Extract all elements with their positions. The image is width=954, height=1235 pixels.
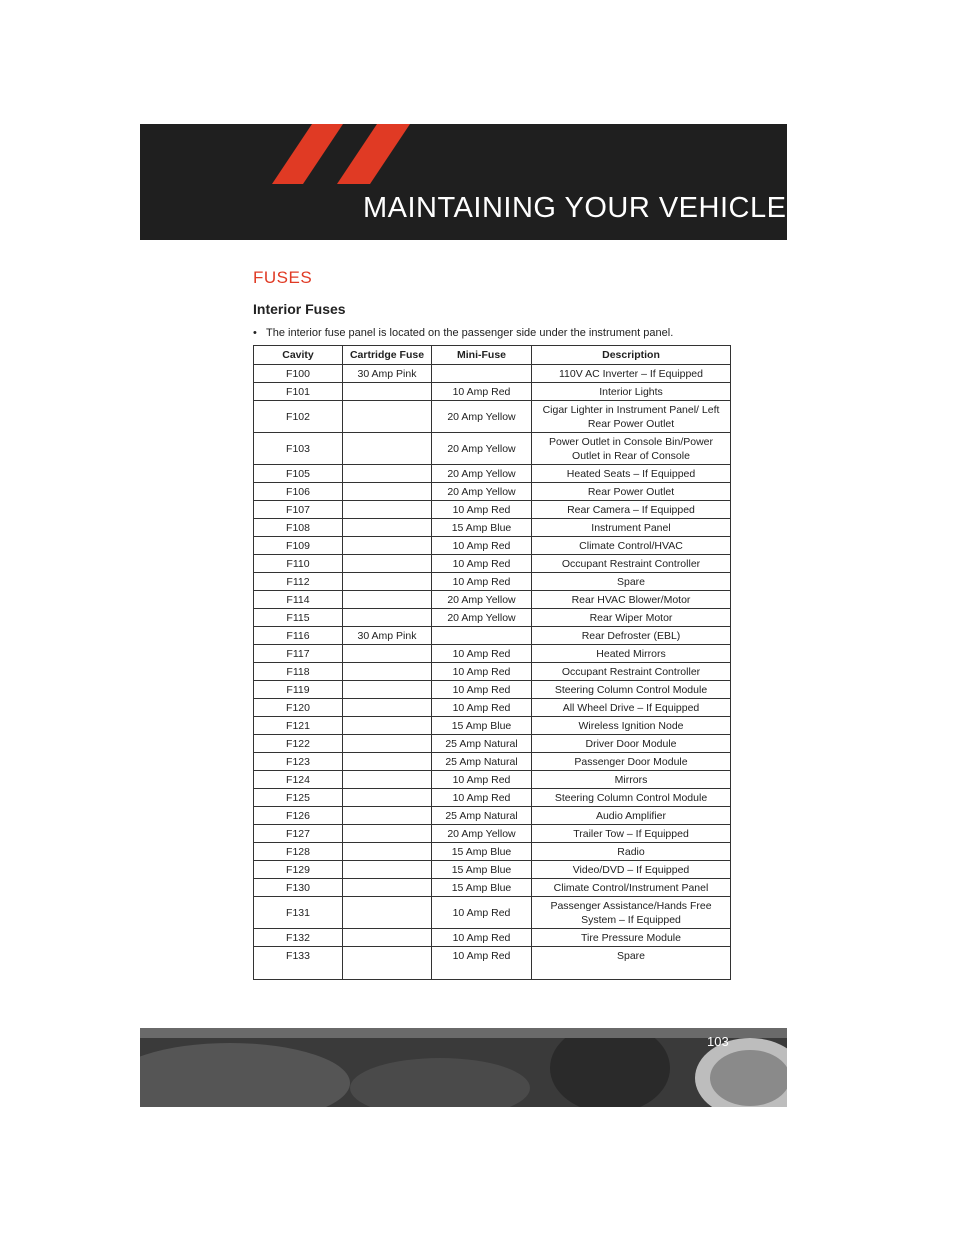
- mini-fuse-cell: 20 Amp Yellow: [432, 825, 532, 843]
- mini-fuse-cell: 15 Amp Blue: [432, 519, 532, 537]
- table-row: [254, 717, 731, 735]
- cartridge-fuse-cell: [343, 555, 432, 573]
- mini-fuse-cell: 20 Amp Yellow: [432, 609, 532, 627]
- description-cell: Rear Camera – If Equipped: [532, 501, 731, 519]
- cavity-cell: F130: [254, 879, 343, 897]
- description-cell: Heated Mirrors: [532, 645, 731, 663]
- bullet-text: The interior fuse panel is located on the passenger side under the instrument panel.: [266, 327, 674, 339]
- mini-fuse-cell: 10 Amp Red: [432, 645, 532, 663]
- cartridge-fuse-cell: [343, 897, 432, 929]
- mini-fuse-cell: [432, 627, 532, 645]
- section-title: FUSES: [253, 268, 313, 287]
- cavity-cell: F132: [254, 929, 343, 947]
- bullet-marker: •: [253, 327, 257, 339]
- mini-fuse-cell: 10 Amp Red: [432, 947, 532, 980]
- description-cell: Power Outlet in Console Bin/Power Outlet in Rear of Console: [532, 433, 731, 465]
- cavity-cell: F125: [254, 789, 343, 807]
- table-row: [254, 609, 731, 627]
- cavity-cell: F101: [254, 383, 343, 401]
- mini-fuse-cell: 15 Amp Blue: [432, 879, 532, 897]
- table-row: [254, 699, 731, 717]
- cartridge-fuse-cell: [343, 401, 432, 433]
- table-row: [254, 771, 731, 789]
- mini-fuse-cell: 10 Amp Red: [432, 555, 532, 573]
- mini-fuse-cell: 15 Amp Blue: [432, 843, 532, 861]
- cavity-cell: F118: [254, 663, 343, 681]
- bullet-item: [253, 327, 673, 339]
- cartridge-fuse-cell: [343, 681, 432, 699]
- cartridge-fuse-cell: [343, 929, 432, 947]
- cartridge-fuse-cell: [343, 645, 432, 663]
- table-row: [254, 383, 731, 401]
- description-cell: Spare: [532, 573, 731, 591]
- chapter-title: MAINTAINING YOUR VEHICLE: [363, 192, 787, 224]
- mini-fuse-cell: 10 Amp Red: [432, 681, 532, 699]
- description-cell: Rear Defroster (EBL): [532, 627, 731, 645]
- subsection-title: Interior Fuses: [253, 301, 346, 317]
- cartridge-fuse-cell: [343, 537, 432, 555]
- mini-fuse-cell: 10 Amp Red: [432, 789, 532, 807]
- description-cell: Cigar Lighter in Instrument Panel/ Left Rear Power Outlet: [532, 401, 731, 433]
- table-row: [254, 897, 731, 929]
- cavity-cell: F106: [254, 483, 343, 501]
- cartridge-fuse-cell: [343, 717, 432, 735]
- description-cell: Rear HVAC Blower/Motor: [532, 591, 731, 609]
- column-header: Description: [532, 346, 731, 365]
- cavity-cell: F124: [254, 771, 343, 789]
- description-cell: Instrument Panel: [532, 519, 731, 537]
- cavity-cell: F105: [254, 465, 343, 483]
- chapter-header-banner: [140, 124, 787, 240]
- mini-fuse-cell: 10 Amp Red: [432, 383, 532, 401]
- cavity-cell: F102: [254, 401, 343, 433]
- description-cell: Tire Pressure Module: [532, 929, 731, 947]
- mini-fuse-cell: 20 Amp Yellow: [432, 591, 532, 609]
- cavity-cell: F116: [254, 627, 343, 645]
- description-cell: All Wheel Drive – If Equipped: [532, 699, 731, 717]
- mini-fuse-cell: 10 Amp Red: [432, 573, 532, 591]
- cavity-cell: F115: [254, 609, 343, 627]
- cavity-cell: F109: [254, 537, 343, 555]
- mini-fuse-cell: 15 Amp Blue: [432, 717, 532, 735]
- brand-stripe-left: [272, 124, 343, 184]
- mini-fuse-cell: 25 Amp Natural: [432, 735, 532, 753]
- table-row: [254, 365, 731, 383]
- mini-fuse-cell: 20 Amp Yellow: [432, 433, 532, 465]
- table-row: [254, 401, 731, 433]
- table-row: [254, 433, 731, 465]
- description-cell: Occupant Restraint Controller: [532, 555, 731, 573]
- cartridge-fuse-cell: [343, 789, 432, 807]
- column-header: Cavity: [254, 346, 343, 365]
- table-row: [254, 591, 731, 609]
- mini-fuse-cell: 20 Amp Yellow: [432, 483, 532, 501]
- cartridge-fuse-cell: [343, 807, 432, 825]
- table-row: [254, 555, 731, 573]
- table-row: [254, 573, 731, 591]
- description-cell: Spare: [532, 947, 731, 980]
- mini-fuse-cell: 15 Amp Blue: [432, 861, 532, 879]
- cavity-cell: F114: [254, 591, 343, 609]
- description-cell: Rear Wiper Motor: [532, 609, 731, 627]
- mini-fuse-cell: 10 Amp Red: [432, 897, 532, 929]
- cavity-cell: F117: [254, 645, 343, 663]
- table-row: [254, 537, 731, 555]
- description-cell: Occupant Restraint Controller: [532, 663, 731, 681]
- description-cell: Heated Seats – If Equipped: [532, 465, 731, 483]
- page-number: 103: [707, 1034, 729, 1049]
- cavity-cell: F119: [254, 681, 343, 699]
- cartridge-fuse-cell: [343, 699, 432, 717]
- mini-fuse-cell: 10 Amp Red: [432, 501, 532, 519]
- mini-fuse-cell: 20 Amp Yellow: [432, 465, 532, 483]
- table-row: [254, 501, 731, 519]
- table-row: [254, 681, 731, 699]
- cavity-cell: F133: [254, 947, 343, 980]
- cavity-cell: F103: [254, 433, 343, 465]
- table-row: [254, 753, 731, 771]
- table-row: [254, 879, 731, 897]
- description-cell: Radio: [532, 843, 731, 861]
- cartridge-fuse-cell: [343, 879, 432, 897]
- cartridge-fuse-cell: [343, 383, 432, 401]
- mini-fuse-cell: 25 Amp Natural: [432, 807, 532, 825]
- cartridge-fuse-cell: [343, 573, 432, 591]
- table-row: [254, 519, 731, 537]
- cartridge-fuse-cell: [343, 663, 432, 681]
- cavity-cell: F120: [254, 699, 343, 717]
- cartridge-fuse-cell: [343, 501, 432, 519]
- mini-fuse-cell: [432, 365, 532, 383]
- mini-fuse-cell: 10 Amp Red: [432, 699, 532, 717]
- table-row: [254, 947, 731, 980]
- cavity-cell: F126: [254, 807, 343, 825]
- column-header: Cartridge Fuse: [343, 346, 432, 365]
- description-cell: Audio Amplifier: [532, 807, 731, 825]
- cavity-cell: F100: [254, 365, 343, 383]
- cartridge-fuse-cell: [343, 433, 432, 465]
- cartridge-fuse-cell: [343, 947, 432, 980]
- cartridge-fuse-cell: [343, 735, 432, 753]
- description-cell: Rear Power Outlet: [532, 483, 731, 501]
- cartridge-fuse-cell: [343, 519, 432, 537]
- cartridge-fuse-cell: 30 Amp Pink: [343, 365, 432, 383]
- mini-fuse-cell: 10 Amp Red: [432, 663, 532, 681]
- description-cell: Climate Control/Instrument Panel: [532, 879, 731, 897]
- cartridge-fuse-cell: [343, 591, 432, 609]
- table-header-row: [254, 346, 731, 365]
- mini-fuse-cell: 20 Amp Yellow: [432, 401, 532, 433]
- cavity-cell: F121: [254, 717, 343, 735]
- description-cell: Climate Control/HVAC: [532, 537, 731, 555]
- cavity-cell: F122: [254, 735, 343, 753]
- table-row: [254, 861, 731, 879]
- footer-photo-graphic: [140, 1028, 787, 1107]
- cavity-cell: F123: [254, 753, 343, 771]
- table-row: [254, 627, 731, 645]
- mini-fuse-cell: 10 Amp Red: [432, 537, 532, 555]
- cavity-cell: F110: [254, 555, 343, 573]
- cartridge-fuse-cell: [343, 465, 432, 483]
- interior-fuses-table: [253, 345, 731, 980]
- cartridge-fuse-cell: 30 Amp Pink: [343, 627, 432, 645]
- description-cell: Passenger Door Module: [532, 753, 731, 771]
- cartridge-fuse-cell: [343, 483, 432, 501]
- description-cell: Wireless Ignition Node: [532, 717, 731, 735]
- cavity-cell: F108: [254, 519, 343, 537]
- description-cell: 110V AC Inverter – If Equipped: [532, 365, 731, 383]
- cartridge-fuse-cell: [343, 825, 432, 843]
- cartridge-fuse-cell: [343, 861, 432, 879]
- table-row: [254, 465, 731, 483]
- cartridge-fuse-cell: [343, 771, 432, 789]
- table-row: [254, 843, 731, 861]
- description-cell: Steering Column Control Module: [532, 681, 731, 699]
- table-row: [254, 663, 731, 681]
- table-row: [254, 807, 731, 825]
- mini-fuse-cell: 10 Amp Red: [432, 771, 532, 789]
- table-row: [254, 825, 731, 843]
- cavity-cell: F131: [254, 897, 343, 929]
- table-row: [254, 735, 731, 753]
- cavity-cell: F107: [254, 501, 343, 519]
- page-footer-band: [140, 1028, 787, 1107]
- description-cell: Steering Column Control Module: [532, 789, 731, 807]
- column-header: Mini-Fuse: [432, 346, 532, 365]
- cavity-cell: F128: [254, 843, 343, 861]
- description-cell: Driver Door Module: [532, 735, 731, 753]
- mini-fuse-cell: 25 Amp Natural: [432, 753, 532, 771]
- mini-fuse-cell: 10 Amp Red: [432, 929, 532, 947]
- cartridge-fuse-cell: [343, 609, 432, 627]
- cavity-cell: F129: [254, 861, 343, 879]
- cavity-cell: F112: [254, 573, 343, 591]
- cavity-cell: F127: [254, 825, 343, 843]
- description-cell: Passenger Assistance/Hands Free System – If Equipped: [532, 897, 731, 929]
- brand-stripe-right: [337, 124, 410, 184]
- table-row: [254, 789, 731, 807]
- description-cell: Interior Lights: [532, 383, 731, 401]
- table-row: [254, 645, 731, 663]
- table-row: [254, 929, 731, 947]
- table-row: [254, 483, 731, 501]
- cartridge-fuse-cell: [343, 843, 432, 861]
- cartridge-fuse-cell: [343, 753, 432, 771]
- description-cell: Trailer Tow – If Equipped: [532, 825, 731, 843]
- description-cell: Mirrors: [532, 771, 731, 789]
- description-cell: Video/DVD – If Equipped: [532, 861, 731, 879]
